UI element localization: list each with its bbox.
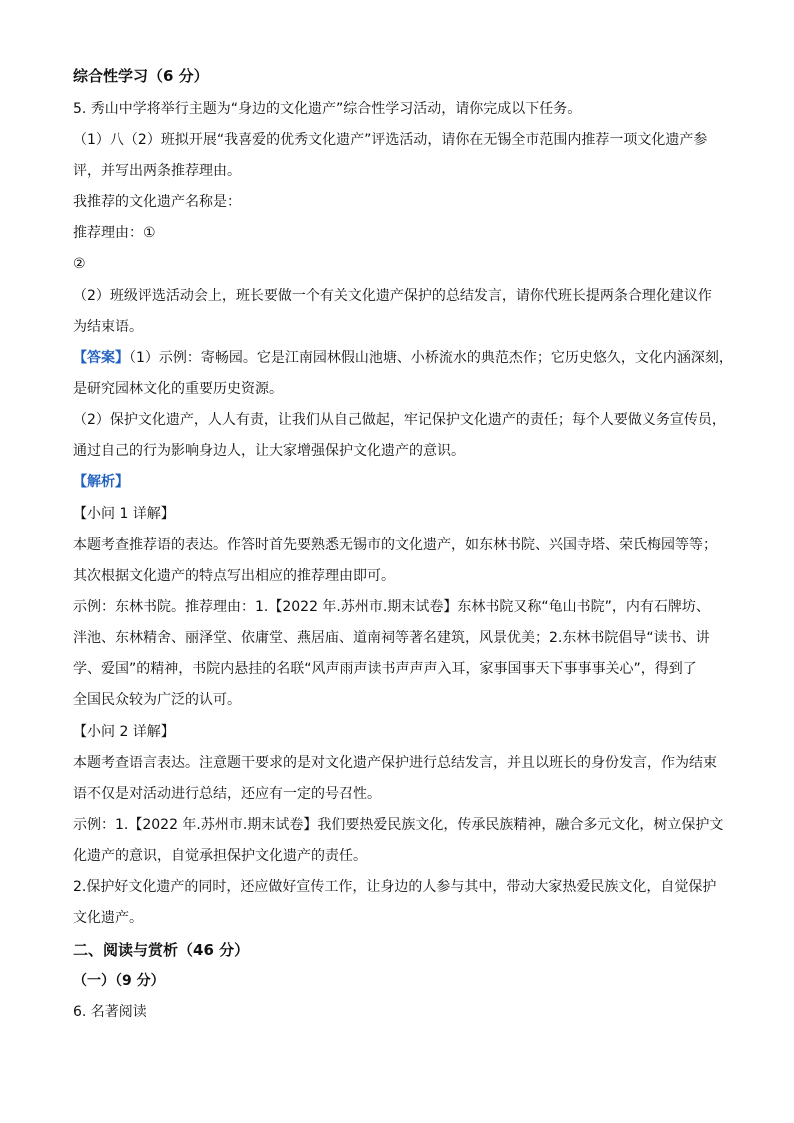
sub-question-1-line5: 学、爱国”的精神，书院内悬挂的名联“风声雨声读书声声声入耳，家事国事天下事事事关心”，得到了 bbox=[73, 661, 697, 677]
sub-question-1-title: 【小问 1 详解】 bbox=[73, 506, 175, 522]
question-5-part1-line1: （1）八（2）班拟开展“我喜爱的优秀文化遗产”评选活动，请你在无锡全市范围内推荐一项文化遗产参 bbox=[73, 132, 708, 148]
question-5-reason-1: 推荐理由：① bbox=[73, 225, 156, 241]
answer-line-3: （2）保护文化遗产，人人有责，让我们从自己做起，牢记保护文化遗产的责任；每个人要做义务宣传员， bbox=[73, 412, 726, 428]
section-title-comprehensive-study: 综合性学习（6 分） bbox=[73, 67, 209, 85]
sub-question-1-line1: 本题考查推荐语的表达。作答时首先要熟悉无锡市的文化遗产，如东林书院、兴国寺塔、荣氏梅园等等； bbox=[73, 537, 717, 553]
sub-question-2-line4: 化遗产的意识，自觉承担保护文化遗产的责任。 bbox=[73, 848, 367, 864]
sub-question-2-line6: 文化遗产。 bbox=[73, 910, 143, 926]
sub-question-2-title: 【小问 2 详解】 bbox=[73, 724, 175, 740]
question-5-part2-line2: 为结束语。 bbox=[73, 319, 143, 335]
sub-question-1-line3: 示例：东林书院。推荐理由：1.【2022 年.苏州市.期末试卷】东林书院又称“龟山书院”，内有石牌坊、 bbox=[73, 599, 710, 615]
answer-line-2: 是研究园林文化的重要历史资源。 bbox=[73, 381, 283, 397]
question-5-reason-2: ② bbox=[73, 256, 86, 272]
answer-line-4: 通过自己的行为影响身边人，让大家增强保护文化遗产的意识。 bbox=[73, 443, 465, 459]
sub-question-2-line2: 语不仅是对活动进行总结，还应有一定的号召性。 bbox=[73, 786, 381, 802]
analysis-label: 【解析】 bbox=[73, 474, 129, 490]
question-5-part1-line2: 评，并写出两条推荐理由。 bbox=[73, 163, 241, 179]
question-5-name-prompt: 我推荐的文化遗产名称是： bbox=[73, 194, 241, 210]
answer-1-text: （1）示例：寄畅园。它是江南园林假山池塘、小桥流水的典范杰作；它历史悠久，文化内涵深刻， bbox=[129, 350, 733, 366]
question-5-part2-line1: （2）班级评选活动会上，班长要做一个有关文化遗产保护的总结发言，请你代班长提两条合理化建议作 bbox=[73, 288, 712, 304]
sub-question-2-line5: 2.保护好文化遗产的同时，还应做好宣传工作，让身边的人参与其中，带动大家热爱民族文化，自觉保护 bbox=[73, 879, 717, 895]
question-5-intro: 5. 秀山中学将举行主题为“身边的文化遗产”综合性学习活动，请你完成以下任务。 bbox=[73, 101, 582, 117]
answer-label: 【答案】 bbox=[73, 350, 129, 366]
sub-question-1-line4: 泮池、东林精舍、丽泽堂、依庸堂、燕居庙、道南祠等著名建筑，风景优美；2.东林书院倡导“读书、讲 bbox=[73, 630, 710, 646]
answer-line-1 bbox=[73, 348, 733, 368]
section-title-reading: 二、阅读与赏析（46 分） bbox=[73, 941, 250, 959]
sub-question-2-line1: 本题考查语言表达。注意题干要求的是对文化遗产保护进行总结发言，并且以班长的身份发言，作为结束 bbox=[73, 755, 717, 771]
question-6-title: 6. 名著阅读 bbox=[73, 1004, 147, 1020]
sub-question-1-line2: 其次根据文化遗产的特点写出相应的推荐理由即可。 bbox=[73, 568, 395, 584]
sub-question-1-line6: 全国民众较为广泛的认可。 bbox=[73, 692, 241, 708]
sub-question-2-line3: 示例：1.【2022 年.苏州市.期末试卷】我们要热爱民族文化，传承民族精神，融合多元文化，树立保护文 bbox=[73, 817, 724, 833]
section-subtitle-part1: （一）（9 分） bbox=[73, 973, 165, 989]
